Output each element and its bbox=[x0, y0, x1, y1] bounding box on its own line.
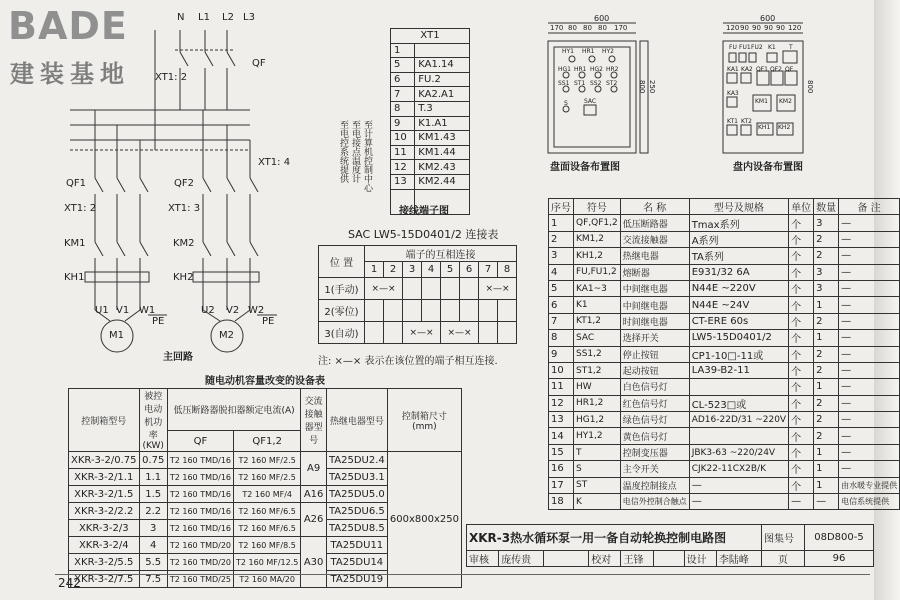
inside-qf1: QF1 bbox=[756, 66, 768, 73]
switch-table-title: SAC LW5-15D0401/2 连接表 bbox=[348, 228, 499, 241]
box-size: 600x800x250 bbox=[387, 452, 461, 588]
xt1-2-left-label: XT1: 2 bbox=[64, 203, 97, 214]
terminal-row: 10 KM1.43 bbox=[391, 131, 470, 146]
front-lamp-hg2: HG2 bbox=[590, 66, 603, 73]
header-breaker: 低压断路器脱扣器额定电流(A) bbox=[167, 389, 301, 431]
side-label-3: 至计算机控制中心 bbox=[362, 120, 372, 192]
table-row: 9 SS1,2 停止按钮 CP1-10□-11或 个 2 — bbox=[549, 346, 900, 362]
front-depth-dim: 250 bbox=[648, 80, 656, 94]
inside-fu2: FU2 bbox=[751, 44, 763, 51]
side-label-1: 至电控系统提供 bbox=[338, 120, 348, 183]
front-switch-s: S bbox=[564, 100, 568, 107]
switch-row: 3(自动) ×—× ×—× bbox=[319, 322, 517, 344]
terminal-row: 11 KM1.44 bbox=[391, 145, 470, 160]
terminal-block-table bbox=[390, 28, 470, 215]
front-dim-5: 170 bbox=[614, 24, 628, 32]
inside-dim-2: 90 bbox=[740, 24, 749, 32]
drawing-title: XKR-3热水循环泵一用一备自动轮换控制电路图 bbox=[467, 525, 762, 551]
inside-height-dim: 800 bbox=[806, 80, 814, 94]
reviewer-name: 庞传贵 bbox=[499, 551, 544, 567]
inside-dim-5: 90 bbox=[776, 24, 785, 32]
table-row: XKR-3-2/3 3 T2 160 TMD/16 T2 160 MF/6.5 TA25DU8.5 bbox=[69, 520, 462, 537]
front-btn-st2: ST2 bbox=[606, 80, 618, 87]
table-row: 7 KT1,2 时间继电器 CT-ERE 60s 个 2 — bbox=[549, 313, 900, 329]
terminal-row: 9 K1.A1 bbox=[391, 116, 470, 131]
page-number: 96 bbox=[805, 551, 874, 567]
header-model: 控制箱型号 bbox=[69, 389, 140, 452]
table-row: XKR-3-2/7.5 7.5 T2 160 TMD/25 T2 160 MA/20 TA25DU19 bbox=[69, 571, 462, 588]
front-dim-2: 80 bbox=[568, 24, 577, 32]
terminal-connection-header: 端子的互相连接 bbox=[365, 246, 517, 262]
xt1-2-label: XT1: 2 bbox=[155, 72, 188, 83]
device-table: 序号 符号 名 称 型号及规格 单位 数量 备 注 1 QF,QF1,2 低压断路器 Tmax系列 个 3 — 2 KM1,2 交流接触器 A系列 个 2 — 3 KH1,2 热继电器 TA系列 个 2 — 4 FU,FU1,2 熔断器 E931/32 6A 个 3 — 5 KA1~3 中间继电器 N44E ~220V 个 3 — 6 K1 中间继电器 N44E ~24V 个 1 — 7 KT1,2 时间继电器 CT-ERE 60s 个 2 — 8 SAC 选择开关 LW5-15D0401/2 个 1 — 9 SS1,2 停止按钮 CP1-10□-11或 个 2 — 10 ST1,2 起动按钮 LA39-B2-11 个 2 — 11 HW 白色信号灯 个 1 — 12 HR1,2 红色信号灯 CL-523□或 个 2 — 13 HG1,2 绿色信号灯 AD16-22D/31 ~220V 个 2 — 14 HY1,2 黄色信号灯 个 2 — 15 T 控制变压器 JBK3-63 ~220/24V 个 1 — 16 S 主令开关 CJK22-11CX2B/K 个 1 — 17 ST 温度控制接点 — 个 1 由水暖专业提供 18 K 电信外控制合触点 — — — 电信系统提供 bbox=[548, 198, 900, 510]
front-dim-3: 80 bbox=[583, 24, 592, 32]
table-row: 3 KH1,2 热继电器 TA系列 个 2 — bbox=[549, 248, 900, 264]
panel-front-title: 盘面设备布置图 bbox=[550, 162, 620, 173]
front-btn-ss1: SS1 bbox=[558, 80, 570, 87]
header-contactor: 交流接触器型号 bbox=[301, 389, 327, 452]
motor-table-title: 随电动机容量改变的设备表 bbox=[205, 376, 325, 387]
table-row: 11 HW 白色信号灯 个 1 — bbox=[549, 379, 900, 395]
motor-m2-label: M2 bbox=[219, 330, 234, 341]
switch-table-note: 注: ×—× 表示在该位置的端子相互连接. bbox=[318, 356, 498, 367]
front-lamp-hy1: HY1 bbox=[562, 48, 574, 55]
table-row: 15 T 控制变压器 JBK3-63 ~220/24V 个 1 — bbox=[549, 444, 900, 460]
book-page-number: 242 bbox=[58, 576, 81, 590]
switch-row: 1(手动) ×—× ×—× bbox=[319, 278, 517, 300]
watermark-brand: BADE bbox=[8, 4, 128, 48]
inside-fu1: FU1 bbox=[739, 44, 751, 51]
front-btn-st1: ST1 bbox=[574, 80, 586, 87]
switch-row: 2(零位) bbox=[319, 300, 517, 322]
front-width-dim: 600 bbox=[594, 14, 610, 23]
m1-pe-label: PE bbox=[152, 316, 165, 327]
table-row: XKR-3-2/5.5 5.5 T2 160 TMD/20 T2 160 MF/12.5 TA25DU14 bbox=[69, 554, 462, 571]
title-block: XKR-3热水循环泵一用一备自动轮换控制电路图 图集号 08D800-5 审核 庞传贵 校对 王锋 设计 李陆峰 页 96 bbox=[466, 524, 874, 567]
inside-t: T bbox=[789, 44, 793, 51]
km2-label: KM2 bbox=[173, 238, 195, 249]
table-row: 10 ST1,2 起动按钮 LA39-B2-11 个 2 — bbox=[549, 362, 900, 378]
phase-label-l2: L2 bbox=[222, 12, 234, 23]
m2-term-v2: V2 bbox=[226, 305, 240, 316]
header-size: 控制箱尺寸(mm) bbox=[387, 389, 461, 452]
terminal-row: 13 KM2.44 bbox=[391, 174, 470, 189]
qf2-label: QF2 bbox=[174, 178, 194, 189]
inside-dim-4: 90 bbox=[764, 24, 773, 32]
inside-kt1: KT1 bbox=[727, 118, 738, 125]
front-lamp-hr2: HR2 bbox=[606, 66, 619, 73]
inside-ka1: KA1 bbox=[727, 66, 739, 73]
table-row: 1 QF,QF1,2 低压断路器 Tmax系列 个 3 — bbox=[549, 215, 900, 231]
front-dim-4: 80 bbox=[598, 24, 607, 32]
atlas-number: 08D800-5 bbox=[805, 525, 874, 551]
terminal-row: 8 T.3 bbox=[391, 101, 470, 116]
table-row: XKR-3-2/0.75 0.75 T2 160 TMD/16 T2 160 MF/2.5 A9 TA25DU2.4 600x800x250 bbox=[69, 452, 462, 469]
inside-kt2: KT2 bbox=[741, 118, 752, 125]
inside-dim-6: 120 bbox=[788, 24, 802, 32]
front-height-dim: 800 bbox=[638, 80, 646, 94]
position-header: 位 置 bbox=[319, 246, 365, 278]
km1-label: KM1 bbox=[64, 238, 86, 249]
table-row: 16 S 主令开关 CJK22-11CX2B/K 个 1 — bbox=[549, 461, 900, 477]
header-relay: 热继电器型号 bbox=[326, 389, 387, 452]
terminal-row: 5 KA1.14 bbox=[391, 58, 470, 73]
terminal-header: XT1 bbox=[391, 29, 470, 44]
table-row: 14 HY1,2 黄色信号灯 个 2 — bbox=[549, 428, 900, 444]
terminal-block-title: 接线端子图 bbox=[399, 206, 449, 217]
front-btn-ss2: SS2 bbox=[590, 80, 602, 87]
table-row: 5 KA1~3 中间继电器 N44E ~220V 个 3 — bbox=[549, 280, 900, 296]
front-dim-1: 170 bbox=[550, 24, 564, 32]
phase-label-l1: L1 bbox=[198, 12, 210, 23]
table-row: XKR-3-2/1.1 1.1 T2 160 TMD/16 T2 160 MF/2.5 TA25DU3.1 bbox=[69, 469, 462, 486]
inside-width-dim: 600 bbox=[760, 14, 776, 23]
inside-kh1: KH1 bbox=[758, 124, 771, 131]
inside-dim-1: 120 bbox=[726, 24, 740, 32]
inside-ka2: KA2 bbox=[741, 66, 753, 73]
table-row: 17 ST 温度控制接点 — 个 1 由水暖专业提供 bbox=[549, 477, 900, 493]
xt1-4-label: XT1: 4 bbox=[258, 157, 291, 168]
inside-km1: KM1 bbox=[755, 98, 768, 105]
inside-km2: KM2 bbox=[779, 98, 792, 105]
side-label-2: 至电接点温度计 bbox=[350, 120, 360, 183]
inside-kh2: KH2 bbox=[778, 124, 791, 131]
qf-label: QF bbox=[252, 58, 266, 69]
motor-m1-label: M1 bbox=[109, 330, 124, 341]
m1-term-v1: V1 bbox=[116, 305, 130, 316]
table-row: XKR-3-2/1.5 1.5 T2 160 TMD/16 T2 160 MF/4 A16 TA25DU5.0 bbox=[69, 486, 462, 503]
motor-equipment-table: 控制箱型号 被控电动机功率(KW) 低压断路器脱扣器额定电流(A) 交流接触器型号 热继电器型号 控制箱尺寸(mm) QF QF1,2 XKR-3-2/0.75 0.75 T2 160 TMD/16 T2 160 MF/2.5 A9 TA25DU2.4 600x800x250 XKR-3-2/1.1 1.1 T2 160 TMD/16 T2 160 MF/2.5 TA25DU3.1 XKR-3-2/1.5 1.5 T2 160 TMD/16 T2 160 MF/4 A16 TA25DU5.0 XKR-3-2/2.2 2.2 T2 160 TMD/16 T2 160 MF/6.5 A26 TA25DU6.5 XKR-3-2/3 3 T2 160 TMD/16 T2 160 MF/6.5 TA25DU8.5 XKR-3-2/4 4 T2 160 TMD/20 T2 160 MF/8.5 A30 TA25DU11 XKR-3-2/5.5 5.5 T2 160 TMD/20 T2 160 MF/12.5 TA25DU14 XKR-3-2/7.5 7.5 T2 160 TMD/25 T2 160 MA/20 TA25DU19 bbox=[68, 388, 462, 588]
table-row: 4 FU,FU1,2 熔断器 E931/32 6A 个 3 — bbox=[549, 264, 900, 280]
table-row: 18 K 电信外控制合触点 — — — 电信系统提供 bbox=[549, 494, 900, 510]
atlas-label: 图集号 bbox=[762, 525, 805, 551]
inside-qf: QF bbox=[785, 66, 794, 73]
bottom-rule bbox=[55, 574, 870, 575]
main-circuit-title: 主回路 bbox=[163, 352, 193, 363]
switch-table: 位 置 端子的互相连接 1 2 3 4 5 6 7 8 1(手动) ×—× ×—× 2(零位) 3(自动) ×—× ×—× bbox=[318, 245, 517, 344]
kh2-label: KH2 bbox=[173, 272, 194, 283]
m2-term-w2: W2 bbox=[248, 305, 265, 316]
watermark-subtitle: 建装基地 bbox=[10, 60, 130, 88]
terminal-row: 7 KA2.A1 bbox=[391, 87, 470, 102]
m2-pe-label: PE bbox=[262, 316, 275, 327]
table-row: 2 KM1,2 交流接触器 A系列 个 2 — bbox=[549, 231, 900, 247]
table-row: 8 SAC 选择开关 LW5-15D0401/2 个 1 — bbox=[549, 330, 900, 346]
terminal-row: 6 FU.2 bbox=[391, 72, 470, 87]
header-power: 被控电动机功率(KW) bbox=[139, 389, 167, 452]
front-lamp-hg1: HG1 bbox=[558, 66, 571, 73]
table-row: 6 K1 中间继电器 N44E ~24V 个 1 — bbox=[549, 297, 900, 313]
front-lamp-hr1b: HR1 bbox=[574, 66, 587, 73]
table-row: 12 HR1,2 红色信号灯 CL-523□或 个 2 — bbox=[549, 395, 900, 411]
kh1-label: KH1 bbox=[64, 272, 85, 283]
inside-k1: K1 bbox=[768, 44, 776, 51]
inside-qf2: QF2 bbox=[770, 66, 782, 73]
table-row: 13 HG1,2 绿色信号灯 AD16-22D/31 ~220V 个 2 — bbox=[549, 412, 900, 428]
table-row: XKR-3-2/4 4 T2 160 TMD/20 T2 160 MF/8.5 A30 TA25DU11 bbox=[69, 537, 462, 554]
qf1-label: QF1 bbox=[66, 178, 86, 189]
front-switch-sac: SAC bbox=[584, 98, 597, 105]
terminal-row: 1 bbox=[391, 43, 470, 58]
checker-name: 王锋 bbox=[621, 551, 653, 567]
m2-term-u2: U2 bbox=[201, 305, 215, 316]
inside-fu: FU bbox=[729, 44, 737, 51]
front-lamp-hr1: HR1 bbox=[582, 48, 595, 55]
designer-name: 李陆峰 bbox=[716, 551, 761, 567]
inside-ka3: KA3 bbox=[727, 90, 739, 97]
terminal-row: 12 KM2.43 bbox=[391, 160, 470, 175]
xt1-3-right-label: XT1: 3 bbox=[168, 203, 201, 214]
m1-term-u1: U1 bbox=[95, 305, 109, 316]
table-row: XKR-3-2/2.2 2.2 T2 160 TMD/16 T2 160 MF/6.5 A26 TA25DU6.5 bbox=[69, 503, 462, 520]
phase-label-l3: L3 bbox=[243, 12, 255, 23]
front-lamp-hy2: HY2 bbox=[602, 48, 614, 55]
phase-label-n: N bbox=[177, 12, 185, 23]
inside-dim-3: 90 bbox=[752, 24, 761, 32]
m1-term-w1: W1 bbox=[139, 305, 156, 316]
panel-inside-title: 盘内设备布置图 bbox=[733, 162, 803, 173]
